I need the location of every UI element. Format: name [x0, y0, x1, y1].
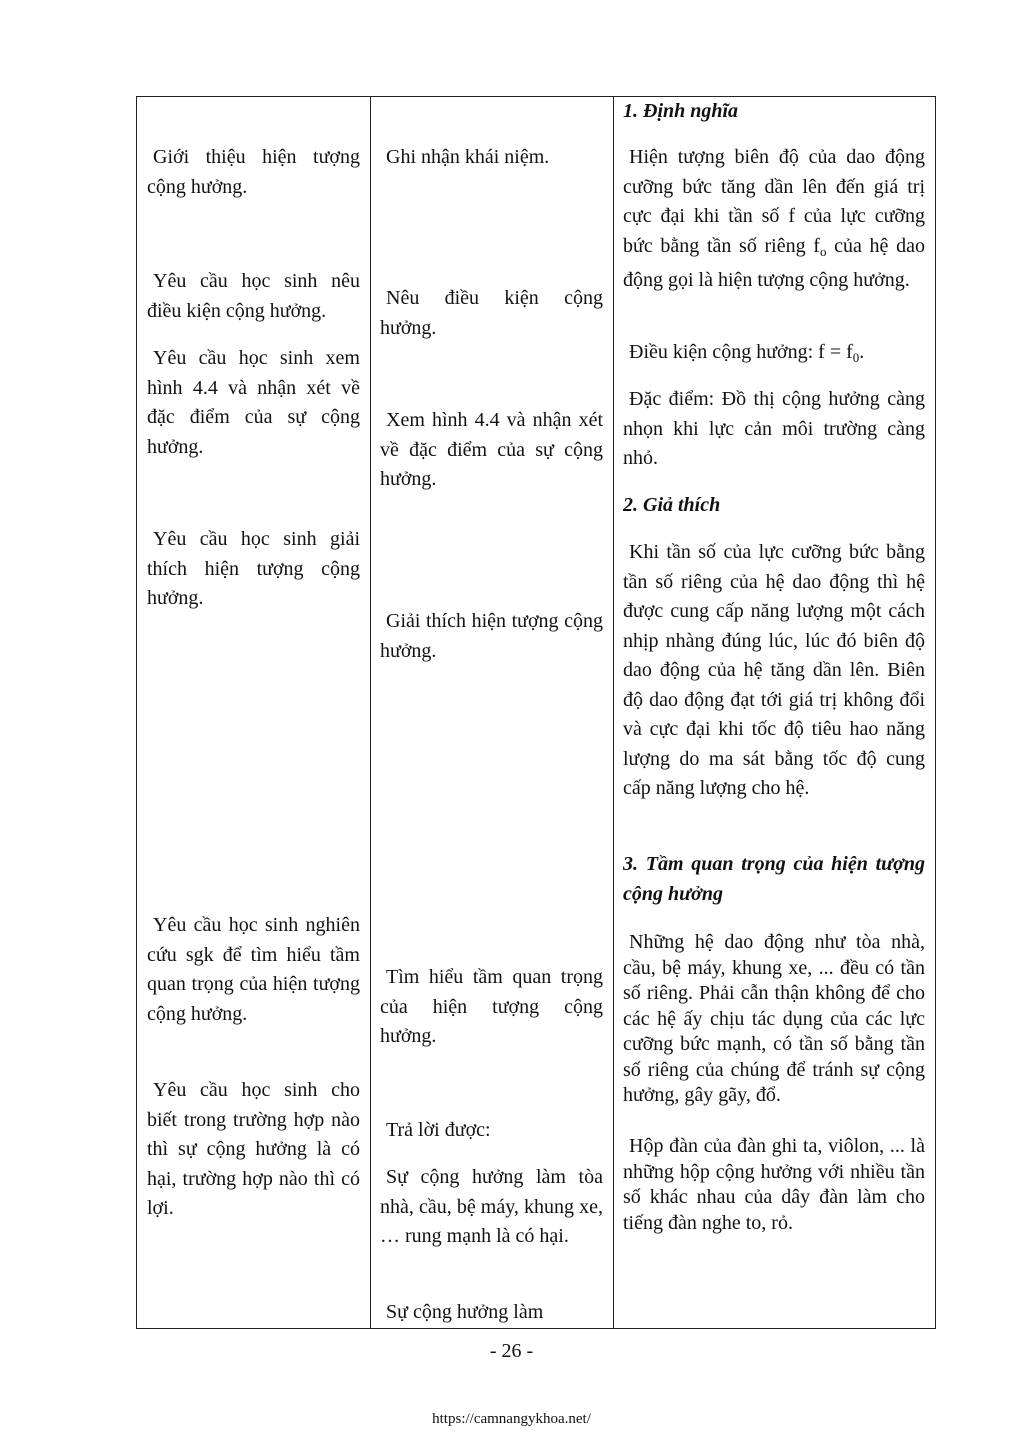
content-column — [613, 97, 935, 1328]
lesson-table — [136, 96, 936, 1329]
teacher-activity-2: Yêu cầu học sinh nêu điều kiện cộng hưởng. — [147, 270, 360, 322]
teacher-activity-3: Yêu cầu học sinh xem hình 4.4 và nhận xét về đặc điểm của sự cộng hưởng. — [147, 347, 360, 458]
teacher-activity-4: Yêu cầu học sinh giải thích hiện tượng cộng hưởng. — [147, 528, 360, 609]
explanation-text: Khi tần số của lực cưỡng bức bằng tần số riêng của hệ dao động thì hệ được cung cấp năng lượng một cách nhịp nhàng đúng lúc, lúc đó biên độ dao động của hệ tăng dần lên. Biên độ dao động đạt tới giá trị không đổi và cực đại khi tốc độ tiêu hao năng lượng do ma sát bằng tốc độ cung cấp năng lượng cho hệ. — [623, 541, 925, 799]
student-activity-column — [370, 97, 614, 1328]
section-heading-explanation: 2. Giả thích — [623, 494, 721, 516]
student-activity-4: Giải thích hiện tượng cộng hưởng. — [380, 610, 603, 662]
student-activity-7: Sự cộng hưởng làm tòa nhà, cầu, bệ máy, khung xe, … rung mạnh là có hại. — [380, 1166, 603, 1247]
student-activity-1: Ghi nhận khái niệm. — [386, 146, 550, 168]
section-heading-definition: 1. Định nghĩa — [623, 100, 739, 122]
teacher-activity-column — [137, 97, 371, 1328]
importance-text-1: Những hệ dao động như tòa nhà, cầu, bệ máy, khung xe, ... đều có tần số riêng. Phải cẫn thận không để cho các hệ ấy chịu tác dụng của các lực cưỡng bức mạnh, có tần số bằng tần số riêng của chúng để tránh sự cộng hưởng, gây gãy, đổ. — [623, 931, 925, 1106]
resonance-characteristic: Đặc điểm: Đồ thị cộng hưởng càng nhọn khi lực cản môi trường càng nhỏ. — [623, 388, 925, 469]
section-heading-importance: 3. Tầm quan trọng của hiện tượng cộng hưởng — [623, 853, 925, 905]
teacher-activity-6: Yêu cầu học sinh cho biết trong trường hợp nào thì sự cộng hưởng là có hại, trường hợp nào thì có lợi. — [147, 1079, 360, 1219]
teacher-activity-1: Giới thiệu hiện tượng cộng hưởng. — [147, 146, 360, 198]
student-activity-3: Xem hình 4.4 và nhận xét về đặc điểm của sự cộng hưởng. — [380, 409, 603, 490]
definition-text: Hiện tượng biên độ của dao động cưỡng bức tăng dần lên đến giá trị cực đại khi tần số f của lực cưỡng bức bằng tần số riêng $f_o$ của hệ dao động gọi là hiện tượng cộng hưởng. — [623, 146, 925, 291]
student-activity-6: Trả lời được: — [386, 1119, 491, 1141]
student-activity-8: Sự cộng hưởng làm — [386, 1301, 544, 1323]
teacher-activity-5: Yêu cầu học sinh nghiên cứu sgk để tìm hiểu tầm quan trọng của hiện tượng cộng hưởng. — [147, 914, 360, 1025]
page-number: - 26 - — [489, 1340, 534, 1362]
resonance-condition: Điều kiện cộng hưởng: $f = f_0$. — [629, 341, 865, 365]
student-activity-5: Tìm hiểu tầm quan trọng của hiện tượng cộng hưởng. — [380, 966, 603, 1047]
importance-text-2: Hộp đàn của đàn ghi ta, viôlon, ... là những hộp cộng hưởng với nhiều tần số khác nhau của dây đàn làm cho tiếng đàn nghe to, rỏ. — [623, 1135, 925, 1234]
footer-url: https://camnangykhoa.net/ — [432, 1411, 591, 1427]
student-activity-2: Nêu điều kiện cộng hưởng. — [380, 287, 603, 339]
